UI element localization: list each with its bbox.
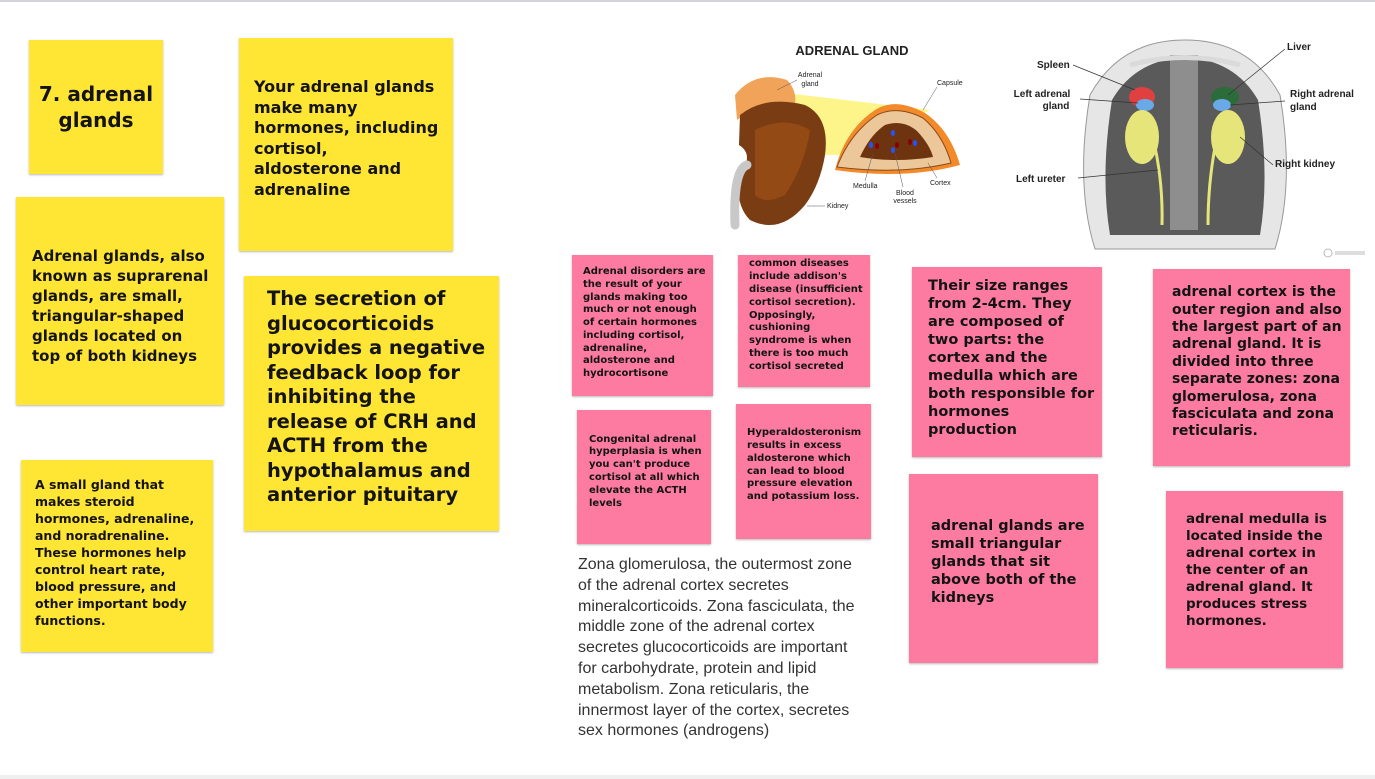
label-right-adrenal-2: gland bbox=[1290, 102, 1317, 113]
note-text: Their size ranges from 2-4cm. They are composed of two parts: the cortex and the medulla which are both responsible for hormones production bbox=[928, 278, 1095, 438]
note-text: Adrenal disorders are the result of your glands making too much or not enough of certain hormones including cortisol, adrenaline, aldosterone and hydrocortisone bbox=[583, 265, 706, 380]
zona-text: Zona glomerulosa, the outermost zone of the adrenal cortex secretes mineralcorticoids. Zona fasciculata, the middle zone of the adrenal cortex secretes glucocorticoids are important for carbohydrate, protein and lipid metabolism. Zona reticularis, the innermost layer of the cortex, secretes sex hormones (androgens) bbox=[578, 556, 855, 740]
sticky-note-feedback[interactable] bbox=[244, 276, 499, 531]
adrenal-gland-diagram bbox=[725, 35, 975, 235]
sticky-note-hormones[interactable] bbox=[239, 38, 453, 251]
sticky-note-size[interactable] bbox=[912, 267, 1102, 457]
diagram-title: ADRENAL GLAND bbox=[795, 43, 909, 58]
sticky-note-title[interactable] bbox=[29, 40, 163, 174]
label-right-adrenal: Right adrenal bbox=[1290, 89, 1354, 100]
label-blood-vessels: Blood bbox=[896, 190, 914, 197]
sticky-note-cortex[interactable] bbox=[1153, 269, 1350, 466]
label-adrenal-gland-2: gland bbox=[801, 81, 819, 88]
sticky-note-congenital[interactable] bbox=[577, 410, 711, 544]
label-cortex: Cortex bbox=[930, 180, 951, 187]
label-left-adrenal: Left adrenal bbox=[1013, 89, 1071, 100]
label-spleen: Spleen bbox=[1037, 60, 1070, 71]
label-adrenal-gland: Adrenal bbox=[797, 72, 823, 79]
label-liver: Liver bbox=[1287, 42, 1311, 53]
label-capsule: Capsule bbox=[937, 80, 963, 87]
bottom-border bbox=[0, 775, 1375, 779]
anatomy-diagram bbox=[1000, 35, 1370, 260]
note-text: A small gland that makes steroid hormones, adrenaline, and noradrenaline. These hormones help control heart rate, blood pressure, and other important body functions. bbox=[35, 476, 195, 628]
label-blood-vessels-2: vessels bbox=[893, 198, 917, 205]
note-text: 7. adrenal glands bbox=[38, 82, 154, 132]
note-text: adrenal cortex is the outer region and also the largest part of an adrenal gland. It is divided into three separate zones: zona glomerulosa, zona fasciculata and zona reticularis. bbox=[1172, 284, 1342, 440]
sticky-note-suprarenal[interactable] bbox=[16, 197, 224, 405]
label-left-adrenal-2: gland bbox=[1042, 101, 1070, 112]
note-text: The secretion of glucocorticoids provides a negative feedback loop for inhibiting the release of CRH and ACTH from the hypothalamus and anterior pituitary bbox=[267, 287, 486, 507]
note-text: adrenal glands are small triangular glands that sit above both of the kidneys bbox=[931, 517, 1085, 606]
sticky-note-hyperaldosteronism[interactable] bbox=[736, 404, 871, 539]
note-text: adrenal medulla is located inside the adrenal cortex in the center of an adrenal gland. It produces stress hormones. bbox=[1186, 511, 1327, 629]
label-left-ureter: Left ureter bbox=[1016, 174, 1066, 185]
sticky-note-diseases[interactable] bbox=[738, 255, 870, 387]
note-text: Adrenal glands, also known as suprarenal glands, are small, triangular-shaped glands located on top of both kidneys bbox=[32, 247, 209, 365]
sticky-note-small-gland[interactable] bbox=[21, 460, 213, 652]
note-text: Hyperaldosteronism results in excess aldosterone which can lead to blood pressure elevation and potassium loss. bbox=[747, 427, 862, 503]
label-medulla: Medulla bbox=[853, 183, 878, 190]
copyright-icon bbox=[1324, 249, 1332, 257]
sticky-note-disorders[interactable] bbox=[572, 255, 713, 396]
note-text: common diseases include addison's disease (insufficient cortisol secretion). Opposingly, cushioning syndrome is when there is too much cortisol secreted bbox=[749, 258, 863, 372]
label-kidney: Kidney bbox=[827, 203, 849, 210]
sticky-note-triangular[interactable] bbox=[909, 474, 1098, 663]
note-text: Congenital adrenal hyperplasia is when you can't produce cortisol at all which elevate the ACTH levels bbox=[589, 433, 702, 509]
zona-text-block[interactable] bbox=[578, 555, 868, 742]
sticky-note-medulla[interactable] bbox=[1166, 491, 1343, 668]
note-text: Your adrenal glands make many hormones, including cortisol, aldosterone and adrenaline bbox=[254, 77, 439, 199]
top-border bbox=[0, 0, 1375, 2]
label-right-kidney: Right kidney bbox=[1275, 159, 1336, 170]
